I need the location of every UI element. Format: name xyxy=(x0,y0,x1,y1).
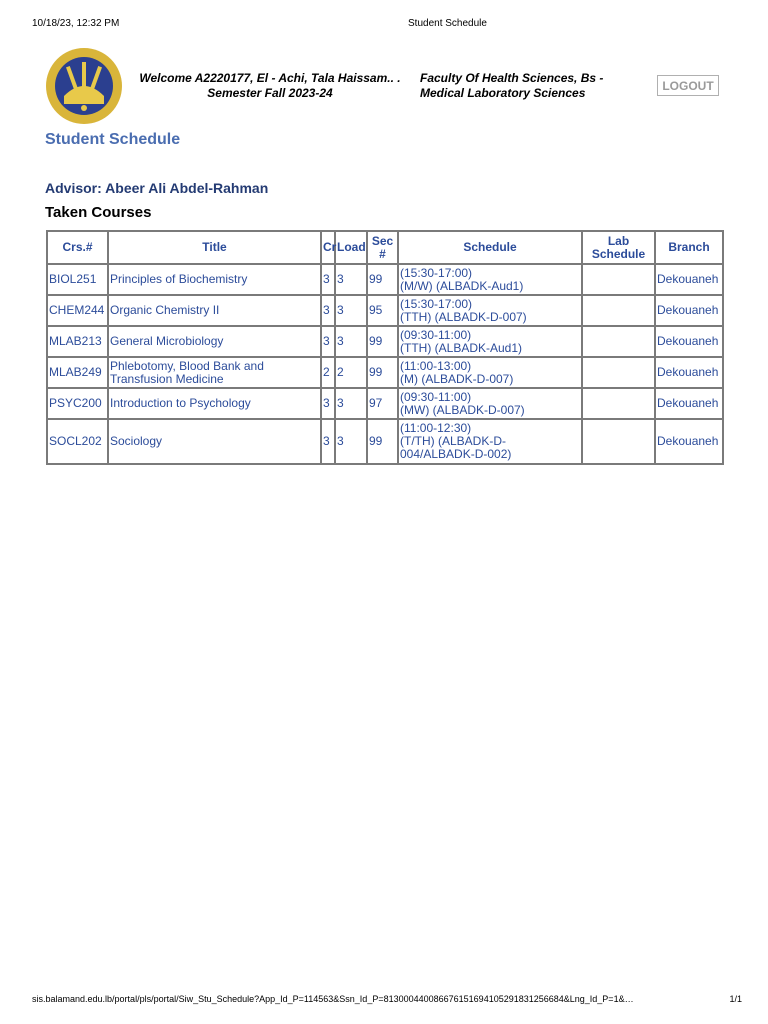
advisor-name: Abeer Ali Abdel-Rahman xyxy=(105,180,269,196)
cell-schedule xyxy=(398,264,582,295)
cell-branch: Dekouaneh xyxy=(655,295,723,326)
schedule-time: (11:00-13:00) xyxy=(400,358,472,373)
schedule-time: (15:30-17:00) xyxy=(400,265,473,280)
page-title: Student Schedule xyxy=(45,131,181,148)
footer-page-number: 1/1 xyxy=(729,994,742,1004)
cell-schedule xyxy=(398,388,582,419)
schedule-room: (M) (ALBADK-D-007) xyxy=(400,371,514,386)
cell-lab xyxy=(582,419,655,464)
university-logo xyxy=(44,46,124,126)
header-lab-schedule xyxy=(582,231,655,264)
cell-branch: Dekouaneh xyxy=(655,388,723,419)
print-datetime: 10/18/23, 12:32 PM xyxy=(32,18,120,29)
cell-sec: 99 xyxy=(367,264,398,295)
table-row xyxy=(47,419,723,464)
cell-branch: Dekouaneh xyxy=(655,357,723,388)
cell-cr: 3 xyxy=(321,419,335,464)
cell-lab xyxy=(582,388,655,419)
cell-title: General Microbiology xyxy=(108,326,321,357)
section-title: Taken Courses xyxy=(45,204,152,221)
cell-cr: 3 xyxy=(321,295,335,326)
cell-load: 3 xyxy=(335,295,367,326)
schedule-time: (09:30-11:00) xyxy=(400,389,472,404)
cell-course: MLAB213 xyxy=(47,326,108,357)
header-cr: Cr xyxy=(321,231,335,264)
schedule-room: (MW) (ALBADK-D-007) xyxy=(400,402,525,417)
schedule-time: (11:00-12:30) xyxy=(400,421,472,435)
program-line: Medical Laboratory Sciences xyxy=(420,86,586,100)
table-row xyxy=(47,264,723,295)
cell-load: 2 xyxy=(335,357,367,388)
schedule-room: (M/W) (ALBADK-Aud1) xyxy=(400,278,524,293)
schedule-room: (T/TH) (ALBADK-D-004/ALBADK-D-002) xyxy=(400,434,512,461)
cell-course: CHEM244 xyxy=(47,295,108,326)
table-row xyxy=(47,295,723,326)
table-row xyxy=(47,388,723,419)
cell-title: Organic Chemistry II xyxy=(108,295,321,326)
cell-cr: 2 xyxy=(321,357,335,388)
welcome-message xyxy=(130,71,410,101)
schedule-room: (TTH) (ALBADK-Aud1) xyxy=(400,340,523,355)
print-title: Student Schedule xyxy=(408,18,487,29)
courses-table xyxy=(46,230,724,465)
cell-sec: 99 xyxy=(367,419,398,464)
cell-schedule xyxy=(398,419,582,464)
cell-course: PSYC200 xyxy=(47,388,108,419)
faculty-info xyxy=(420,71,640,101)
header-course: Crs.# xyxy=(47,231,108,264)
cell-title: Principles of Biochemistry xyxy=(108,264,321,295)
cell-lab xyxy=(582,295,655,326)
cell-lab xyxy=(582,264,655,295)
cell-cr: 3 xyxy=(321,264,335,295)
cell-schedule xyxy=(398,326,582,357)
header-title: Title xyxy=(108,231,321,264)
schedule-room: (TTH) (ALBADK-D-007) xyxy=(400,309,527,324)
table-header-row xyxy=(47,231,723,264)
cell-branch: Dekouaneh xyxy=(655,419,723,464)
welcome-line: Welcome A2220177, El - Achi, Tala Haissam.. . xyxy=(139,71,401,85)
cell-lab xyxy=(582,357,655,388)
footer-url: sis.balamand.edu.lb/portal/pls/portal/Siw_Stu_Schedule?App_Id_P=114563&Ssn_Id_P=81300044008667615169410529183125668​4&Lng_Id_P=1&… xyxy=(32,994,634,1004)
cell-sec: 97 xyxy=(367,388,398,419)
cell-load: 3 xyxy=(335,264,367,295)
schedule-time: (09:30-11:00) xyxy=(400,327,472,342)
print-header xyxy=(0,18,768,32)
cell-sec: 99 xyxy=(367,357,398,388)
schedule-time: (15:30-17:00) xyxy=(400,296,473,311)
cell-course: BIOL251 xyxy=(47,264,108,295)
header-sec xyxy=(367,231,398,264)
semester-line: Semester Fall 2023-24 xyxy=(207,86,333,100)
header-branch: Branch xyxy=(655,231,723,264)
cell-load: 3 xyxy=(335,388,367,419)
cell-title: Phlebotomy, Blood Bank and Transfusion Medicine xyxy=(108,357,321,388)
cell-title: Sociology xyxy=(108,419,321,464)
cell-load: 3 xyxy=(335,326,367,357)
cell-sec: 99 xyxy=(367,326,398,357)
cell-course: SOCL202 xyxy=(47,419,108,464)
table-row xyxy=(47,326,723,357)
header-load: Load xyxy=(335,231,367,264)
faculty-line: Faculty Of Health Sciences, Bs - xyxy=(420,71,604,85)
cell-course: MLAB249 xyxy=(47,357,108,388)
cell-lab xyxy=(582,326,655,357)
cell-title: Introduction to Psychology xyxy=(108,388,321,419)
cell-branch: Dekouaneh xyxy=(655,264,723,295)
header-lab-line1: Lab xyxy=(607,233,630,248)
cell-load: 3 xyxy=(335,419,367,464)
advisor-label: Advisor: xyxy=(45,180,102,196)
header-lab-line2: Schedule xyxy=(591,246,646,261)
cell-cr: 3 xyxy=(321,326,335,357)
cell-cr: 3 xyxy=(321,388,335,419)
cell-sec: 95 xyxy=(367,295,398,326)
advisor xyxy=(45,180,268,196)
cell-schedule xyxy=(398,295,582,326)
header-sec-line2: # xyxy=(379,246,386,261)
cell-branch: Dekouaneh xyxy=(655,326,723,357)
table-row xyxy=(47,357,723,388)
cell-schedule xyxy=(398,357,582,388)
header-schedule: Schedule xyxy=(398,231,582,264)
logout-button[interactable]: LOGOUT xyxy=(657,75,719,96)
header-sec-line1: Sec xyxy=(371,233,394,248)
